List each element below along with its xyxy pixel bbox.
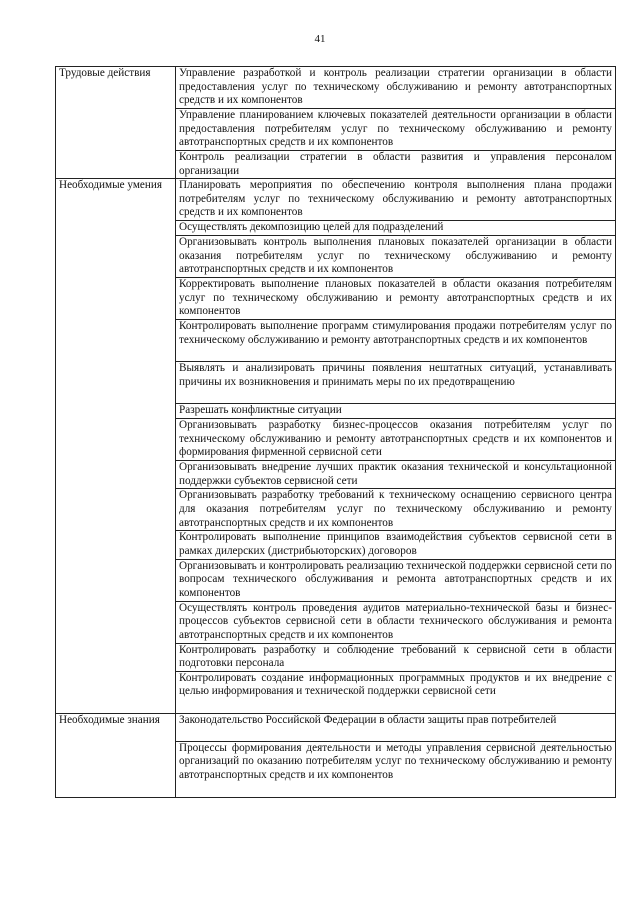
table-cell: Организовывать внедрение лучших практик оказания технической и консультационной поддержки субъектов сервисной сети bbox=[176, 461, 616, 489]
section-label-required-knowledge: Необходимые знания bbox=[56, 713, 176, 797]
table-cell: Организовывать и контролировать реализацию технической поддержки сервисной сети по вопросам технического обслуживания и ремонта автотранспортных средств и их компонентов bbox=[176, 559, 616, 601]
table-cell: Организовывать разработку требований к техническому оснащению сервисного центра для оказания потребителям услуг по техническому обслуживанию и ремонту автотранспортных средств и их компонентов bbox=[176, 489, 616, 531]
table-cell: Управление планированием ключевых показателей деятельности организации в области предоставления потребителям услуг по техническому обслуживанию и ремонту автотранспортных средств и их компонентов bbox=[176, 109, 616, 151]
table-row bbox=[56, 713, 616, 741]
table-cell: Осуществлять декомпозицию целей для подразделений bbox=[176, 221, 616, 236]
page-number: 41 bbox=[314, 33, 326, 45]
table-cell: Контролировать выполнение принципов взаимодействия субъектов сервисной сети в рамках дилерских (дистрибьюторских) договоров bbox=[176, 531, 616, 559]
table-cell: Законодательство Российской Федерации в области защиты прав потребителей bbox=[176, 713, 616, 741]
table-cell: Контролировать создание информационных программных продуктов и их внедрение с целью информирования и технической поддержки сервисной сети bbox=[176, 671, 616, 713]
section-label-required-skills: Необходимые умения bbox=[56, 179, 176, 714]
table-cell: Планировать мероприятия по обеспечению контроля выполнения плана продажи потребителям услуг по техническому обслуживанию и ремонту автотранспортных средств и их компонентов bbox=[176, 179, 616, 221]
table-cell: Выявлять и анализировать причины появления нештатных ситуаций, устанавливать причины их возникновения и принимать меры по их предотвращению bbox=[176, 362, 616, 404]
table-cell: Контролировать разработку и соблюдение требований к сервисной сети в области подготовки персонала bbox=[176, 643, 616, 671]
table-cell: Контролировать выполнение программ стимулирования продажи потребителям услуг по техническому обслуживанию и ремонту автотранспортных средств и их компонентов bbox=[176, 320, 616, 362]
table-cell: Организовывать разработку бизнес-процессов оказания потребителям услуг по техническому обслуживанию и ремонту автотранспортных средств и их компонентов и формирования фирменной сервисной сети bbox=[176, 419, 616, 461]
table-row bbox=[56, 179, 616, 221]
section-label-labor-actions: Трудовые действия bbox=[56, 67, 176, 179]
table-cell: Осуществлять контроль проведения аудитов материально-технической базы и бизнес-процессов субъектов сервисной сети в области технического обслуживания и ремонта автотранспортных средств и их компонентов bbox=[176, 601, 616, 643]
table-cell: Контроль реализации стратегии в области развития и управления персоналом организации bbox=[176, 151, 616, 179]
table-cell: Организовывать контроль выполнения плановых показателей организации в области оказания потребителям услуг по техническому обслуживанию и ремонту автотранспортных средств и их компонентов bbox=[176, 236, 616, 278]
table-cell: Процессы формирования деятельности и методы управления сервисной деятельностью организаций по оказанию потребителям услуг по техническому обслуживанию и ремонту автотранспортных средств и их компонентов bbox=[176, 741, 616, 797]
table-cell: Разрешать конфликтные ситуации bbox=[176, 404, 616, 419]
table-cell: Управление разработкой и контроль реализации стратегии организации в области предоставления услуг по техническому обслуживанию и ремонту автотранспортных средств и их компонентов bbox=[176, 67, 616, 109]
table-row bbox=[56, 67, 616, 109]
table-cell: Корректировать выполнение плановых показателей в области оказания потребителям услуг по техническому обслуживанию и ремонту автотранспортных средств и их компонентов bbox=[176, 278, 616, 320]
competency-table bbox=[55, 66, 616, 798]
